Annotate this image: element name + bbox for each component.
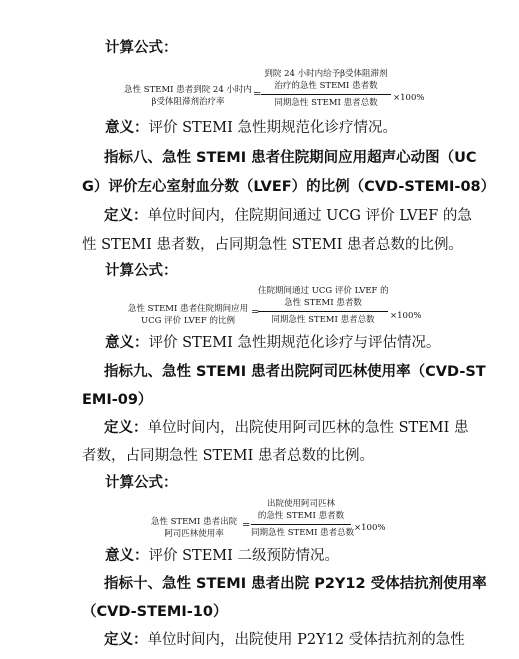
meaning-label: 意义： [105, 548, 149, 564]
indicator-10-title-cont: （CVD-STEMI-10） [82, 604, 228, 620]
definition-text: 单位时间内，出院使用阿司匹林的急性 STEMI 患 [147, 420, 469, 436]
equals-sign: = [253, 89, 262, 100]
meaning-8 [105, 333, 440, 353]
formula-label: 计算公式： [105, 40, 178, 56]
numerator-line: 出院使用阿司匹林 [266, 499, 335, 509]
denominator: 同期急性 STEMI 患者总数 [271, 315, 375, 325]
numerator [258, 285, 388, 311]
indicator-9-title: 指标九、急性 STEMI 患者出院阿司匹林使用率（CVD-ST [104, 364, 486, 380]
formula-lhs [118, 303, 258, 327]
formula-fraction [261, 68, 391, 109]
formula-lhs-line: 急性 STEMI 患者出院 [150, 517, 238, 527]
indicator-10-title: 指标十、急性 STEMI 患者出院 P2Y12 受体拮抗剂使用率 [104, 576, 487, 592]
definition-label: 定义： [104, 420, 148, 436]
formula-label: 计算公式： [105, 475, 178, 491]
meaning-text: 评价 STEMI 二级预防情况。 [148, 548, 339, 564]
definition-8-cont: 性 STEMI 患者数，占同期急性 STEMI 患者总数的比例。 [82, 237, 463, 253]
denominator: 同期急性 STEMI 患者总数 [251, 528, 355, 538]
meaning-9 [105, 546, 339, 566]
formula-lhs [118, 84, 258, 108]
formula-fraction [251, 498, 355, 539]
indicator-8-title-cont: G）评价左心室射血分数（LVEF）的比例（CVD-STEMI-08） [82, 179, 496, 195]
indicator-9-title-cont: EMI-09） [82, 392, 153, 408]
equals-sign: = [251, 307, 260, 318]
formula-lhs [148, 516, 240, 540]
definition-8 [104, 206, 472, 226]
numerator-line: 急性 STEMI 患者数 [284, 298, 362, 308]
formula-lhs-line: 急性 STEMI 患者到院 24 小时内 [124, 85, 252, 95]
multiplier: ×100% [393, 93, 425, 103]
definition-9 [104, 418, 468, 438]
multiplier: ×100% [390, 311, 422, 321]
multiplier: ×100% [354, 523, 386, 533]
definition-text: 单位时间内，住院期间通过 UCG 评价 LVEF 的急 [147, 208, 472, 224]
formula-label: 计算公式： [105, 263, 178, 279]
formula-lhs-line: 阿司匹林使用率 [164, 529, 224, 539]
equals-sign: = [242, 520, 251, 531]
formula-fraction [258, 285, 388, 326]
definition-text: 单位时间内，出院使用 P2Y12 受体拮抗剂的急性 [147, 632, 465, 648]
definition-10 [104, 630, 465, 650]
meaning-text: 评价 STEMI 急性期规范化诊疗与评估情况。 [148, 335, 441, 351]
meaning-label: 意义： [105, 120, 149, 136]
numerator-line: 到院 24 小时内给予β受体阻滞剂 [264, 69, 388, 79]
formula-lhs-line: 急性 STEMI 患者住院期间应用 [127, 304, 249, 314]
definition-label: 定义： [104, 632, 148, 648]
numerator-line: 的急性 STEMI 患者数 [257, 511, 345, 521]
definition-label: 定义： [104, 208, 148, 224]
meaning-label: 意义： [105, 335, 149, 351]
numerator-line: 治疗的急性 STEMI 患者数 [274, 81, 378, 91]
formula-lhs-line: β受体阻滞剂治疗率 [151, 97, 225, 107]
numerator [251, 498, 351, 524]
meaning-7 [105, 118, 397, 138]
denominator: 同期急性 STEMI 患者总数 [274, 98, 378, 108]
indicator-8-title: 指标八、急性 STEMI 患者住院期间应用超声心动图（UC [104, 150, 477, 166]
numerator [261, 68, 391, 94]
numerator-line: 住院期间通过 UCG 评价 LVEF 的 [258, 286, 389, 296]
definition-9-cont: 者数，占同期急性 STEMI 患者总数的比例。 [82, 448, 374, 464]
formula-lhs-line: UCG 评价 LVEF 的比例 [141, 316, 235, 326]
meaning-text: 评价 STEMI 急性期规范化诊疗情况。 [148, 120, 397, 136]
